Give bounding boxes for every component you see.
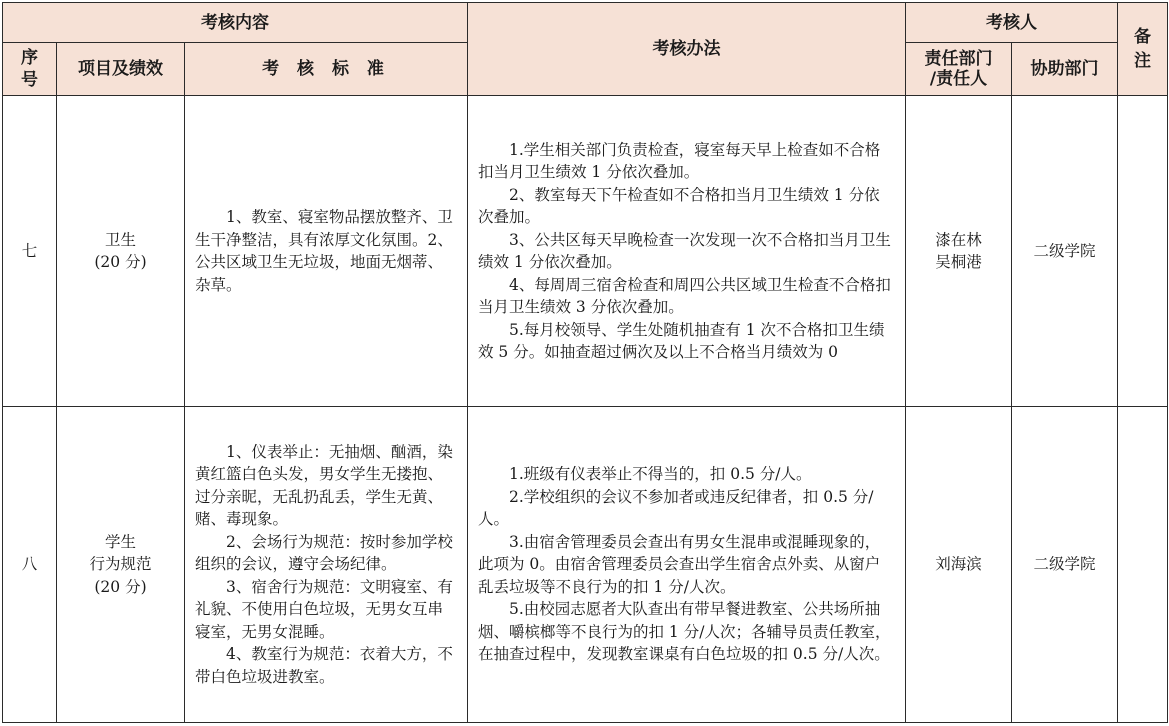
header-seq-text: 序号 xyxy=(21,48,38,90)
assessment-table xyxy=(2,2,1168,723)
row-standard xyxy=(185,407,468,723)
table-row xyxy=(3,407,1168,723)
row-assist: 二级学院 xyxy=(1012,96,1118,407)
row-seq: 八 xyxy=(3,407,57,723)
standard-paragraph: 3、宿舍行为规范：文明寝室、有礼貌、不使用白色垃圾，无男女互串寝室，无男女混睡。 xyxy=(195,577,453,641)
header-content-group: 考核内容 xyxy=(3,3,468,43)
method-paragraph: 2.学校组织的会议不参加者或违反纪律者，扣 0.5 分/人。 xyxy=(478,487,874,529)
header-method: 考核办法 xyxy=(468,3,906,96)
responsible-person: 漆在林 xyxy=(935,230,982,249)
method-paragraph: 4、每周周三宿舍检查和周四公共区域卫生检查不合格扣当月卫生绩效 3 分依次叠加。 xyxy=(478,275,891,316)
standard-paragraph: 2、会场行为规范：按时参加学校组织的会议，遵守会场纪律。 xyxy=(195,532,453,574)
method-paragraph: 3.由宿舍管理委员会查出有男女生混串或混睡现象的，此项为 0。由宿舍管理委员会查出学生宿舍点外卖、从窗户乱丢垃圾等不良行为的扣 1 分/人次。 xyxy=(478,532,881,596)
row-method xyxy=(468,407,906,723)
header-assist: 协助部门 xyxy=(1012,43,1118,96)
row-seq: 七 xyxy=(3,96,57,407)
row-item xyxy=(57,96,185,407)
header-responsible-line2: /责任人 xyxy=(929,69,988,89)
row-item-line: (20 分) xyxy=(94,577,147,596)
header-item: 项目及绩效 xyxy=(57,43,185,96)
row-item-line: (20 分) xyxy=(94,253,147,271)
row-remark xyxy=(1118,96,1168,407)
method-paragraph: 5.每月校领导、学生处随机抽查有 1 次不合格扣卫生绩效 5 分。如抽查超过俩次及以上不合格当月绩效为 0 xyxy=(478,320,885,361)
method-paragraph: 3、公共区每天早晚检查一次发现一次不合格扣当月卫生绩效 1 分依次叠加。 xyxy=(478,230,891,271)
responsible-person: 吴桐港 xyxy=(935,253,982,271)
row-item xyxy=(57,407,185,723)
header-remark xyxy=(1118,3,1168,96)
row-item-line: 行为规范 xyxy=(89,555,152,574)
header-standard: 考 核 标 准 xyxy=(185,43,468,96)
header-responsible xyxy=(906,43,1012,96)
header-seq xyxy=(3,43,57,96)
header-responsible-line1: 责任部门 xyxy=(924,49,993,69)
row-item-line: 卫生 xyxy=(104,230,136,249)
row-method xyxy=(468,96,906,407)
table-row xyxy=(3,96,1168,407)
row-responsible xyxy=(906,407,1012,723)
standard-paragraph: 1、教室、寝室物品摆放整齐、卫生干净整洁，具有浓厚文化氛围。2、公共区域卫生无垃圾，地面无烟蒂、杂草。 xyxy=(195,208,453,294)
header-assessor-group: 考核人 xyxy=(906,3,1118,43)
row-responsible xyxy=(906,96,1012,407)
responsible-person: 刘海滨 xyxy=(935,555,982,574)
row-assist: 二级学院 xyxy=(1012,407,1118,723)
method-paragraph: 1.学生相关部门负责检查，寝室每天早上检查如不合格扣当月卫生绩效 1 分依次叠加。 xyxy=(478,140,881,181)
standard-paragraph: 4、教室行为规范：衣着大方，不带白色垃圾进教室。 xyxy=(195,645,453,686)
method-paragraph: 1.班级有仪表举止不得当的，扣 0.5 分/人。 xyxy=(509,465,812,484)
row-remark xyxy=(1118,407,1168,723)
standard-paragraph: 1、仪表举止：无抽烟、酗酒，染黄红篮白色头发，男女学生无搂抱、过分亲昵，无乱扔乱丢，学生无黄、赌、毒现象。 xyxy=(195,442,453,529)
row-item-line: 学生 xyxy=(104,532,136,551)
header-remark-text: 备注 xyxy=(1134,27,1151,71)
method-paragraph: 5.由校园志愿者大队查出有带早餐进教室、公共场所抽烟、嚼槟榔等不良行为的扣 1 分/人次；各辅导员责任教室，在抽查过程中，发现教室课桌有白色垃圾的扣 0.5 分/人次。 xyxy=(478,600,891,664)
method-paragraph: 2、教室每天下午检查如不合格扣当月卫生绩效 1 分依次叠加。 xyxy=(478,185,880,226)
row-standard xyxy=(185,96,468,407)
